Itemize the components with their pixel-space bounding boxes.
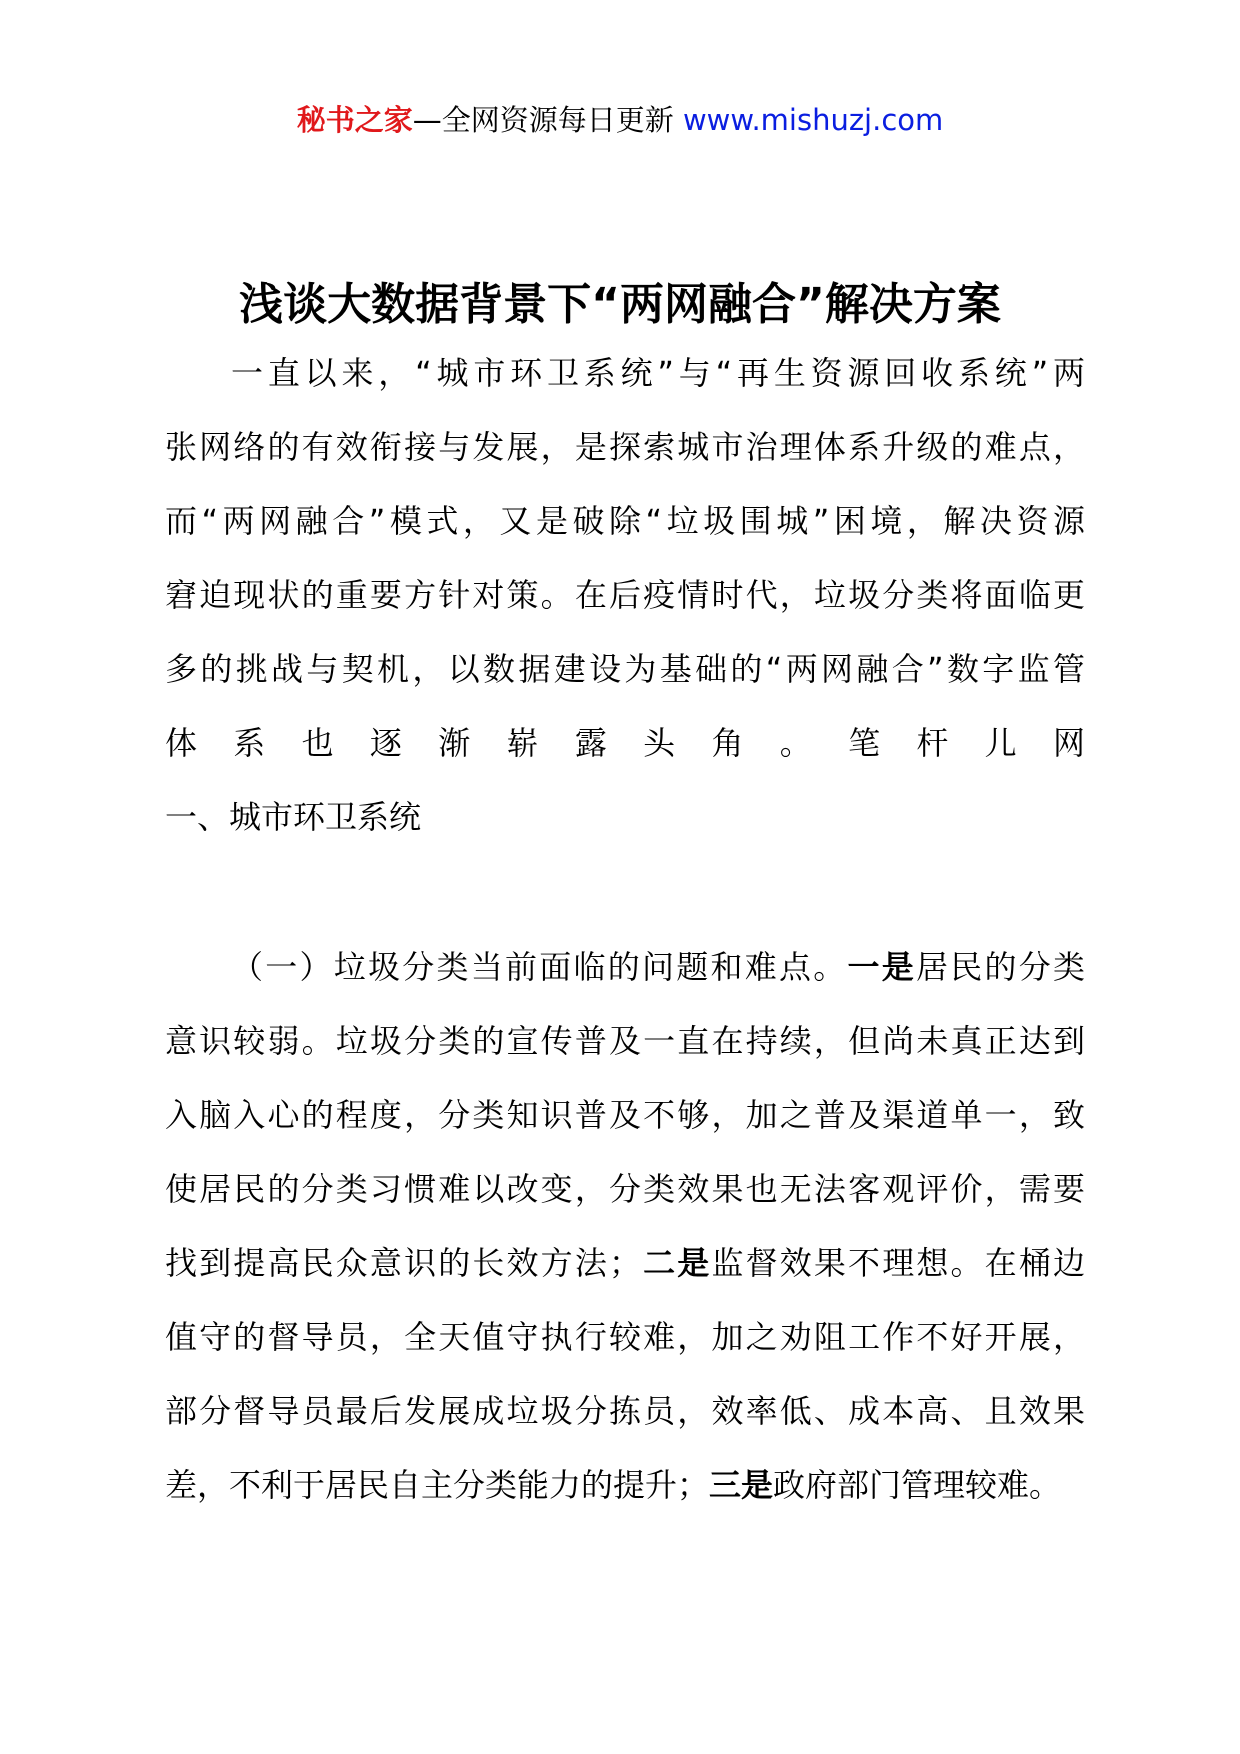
line-text: 监督效果不理想。在桶边 bbox=[711, 1244, 1085, 1282]
line-text: 差，不利于居民自主分类能力的提升； bbox=[165, 1466, 710, 1504]
site-url-link[interactable]: www.mishuzj.com bbox=[682, 103, 944, 137]
line-text: 居民的分类 bbox=[915, 948, 1085, 986]
subheading-text: （一）垃圾分类当前面临的问题和难点。 bbox=[231, 948, 848, 986]
paragraph-line: 部分督导员最后发展成垃圾分拣员，效率低、成本高、且效果 bbox=[165, 1392, 1085, 1430]
section-heading: 一、城市环卫系统 bbox=[165, 798, 422, 836]
paragraph-line: 一直以来，“城市环卫系统”与“再生资源回收系统”两 bbox=[231, 354, 1085, 392]
paragraph-line: 张网络的有效衔接与发展，是探索城市治理体系升级的难点， bbox=[165, 428, 1085, 466]
line-text: 找到提高民众意识的长效方法； bbox=[165, 1244, 641, 1282]
point-marker: 二是 bbox=[640, 1244, 712, 1282]
paragraph-line: 使居民的分类习惯难以改变，分类效果也无法客观评价，需要 bbox=[165, 1170, 1085, 1208]
line-text: 政府部门管理较难。 bbox=[773, 1466, 1062, 1504]
header-tagline: —全网资源每日更新 bbox=[412, 103, 683, 137]
point-marker: 三是 bbox=[709, 1466, 774, 1504]
point-marker: 一是 bbox=[847, 948, 916, 986]
paragraph-line: 意识较弱。垃圾分类的宣传普及一直在持续，但尚未真正达到 bbox=[165, 1022, 1085, 1060]
document-title: 浅谈大数据背景下“两网融合”解决方案 bbox=[239, 279, 1001, 330]
paragraph-line bbox=[165, 1448, 1085, 1522]
paragraph-line: 入脑入心的程度，分类知识普及不够，加之普及渠道单一，致 bbox=[165, 1096, 1085, 1134]
brand-name: 秘书之家 bbox=[296, 103, 413, 137]
intro-paragraph bbox=[165, 336, 1085, 854]
site-header bbox=[0, 100, 1240, 140]
section1-paragraph bbox=[165, 930, 1085, 1522]
paragraph-line: 体系也逐渐崭露头角。笔杆儿网 bbox=[165, 724, 1085, 762]
paragraph-line: 多的挑战与契机，以数据建设为基础的“两网融合”数字监管 bbox=[165, 650, 1085, 688]
paragraph-line bbox=[165, 930, 1085, 1004]
paragraph-line: 值守的督导员，全天值守执行较难，加之劝阻工作不好开展， bbox=[165, 1318, 1085, 1356]
paragraph-line: 而“两网融合”模式，又是破除“垃圾围城”困境，解决资源 bbox=[165, 502, 1085, 540]
paragraph-line: 窘迫现状的重要方针对策。在后疫情时代，垃圾分类将面临更 bbox=[165, 576, 1085, 614]
paragraph-line bbox=[165, 1226, 1085, 1300]
